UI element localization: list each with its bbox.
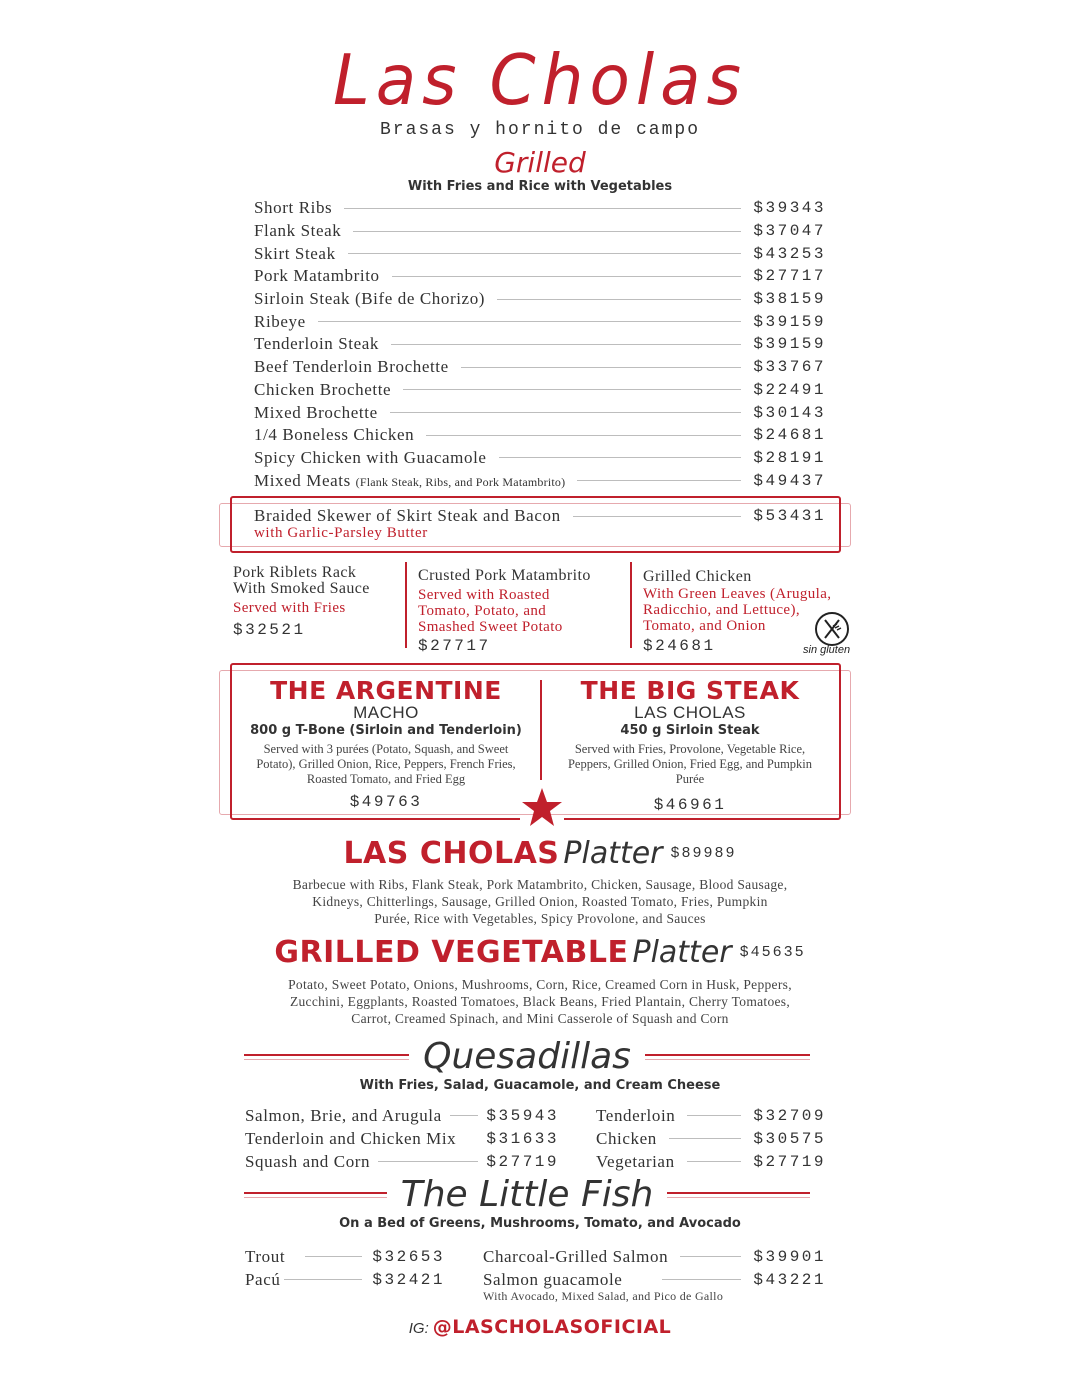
item-desc: Served with Fries — [233, 600, 346, 616]
menu-item — [254, 447, 826, 470]
menu-column-crusted-pork — [418, 568, 628, 654]
section-subtitle-grilled: With Fries and Rice with Vegetables — [407, 179, 673, 194]
section-subtitle: With Fries, Salad, Guacamole, and Cream Cheese — [359, 1078, 721, 1093]
leader-line — [687, 1161, 742, 1162]
item-price: $32421 — [372, 1270, 445, 1289]
item-name: Chicken — [596, 1128, 657, 1148]
special-price: $49763 — [349, 793, 423, 811]
menu-item — [254, 310, 826, 333]
leader-line — [348, 253, 742, 254]
specials-divider — [540, 680, 542, 780]
wheat-crossed-icon — [819, 616, 845, 642]
item-price: $38159 — [753, 290, 826, 309]
special-desc — [234, 742, 538, 787]
decorative-rule — [244, 1192, 387, 1198]
item-name: Vegetarian — [596, 1151, 675, 1171]
leader-line — [573, 516, 742, 517]
star-icon — [520, 786, 564, 830]
item-price: $30143 — [753, 403, 826, 422]
special-subtitle: LAS CHOLAS — [634, 703, 746, 722]
item-price: $32521 — [233, 621, 306, 639]
special-title: THE BIG STEAK — [580, 676, 800, 705]
item-price: $30575 — [753, 1129, 826, 1148]
gluten-free-icon — [815, 612, 849, 646]
item-price: $53431 — [753, 507, 826, 525]
item-price: $22491 — [753, 380, 826, 399]
item-name: Tenderloin — [596, 1105, 676, 1125]
item-price: $27719 — [486, 1152, 559, 1171]
tagline: Brasas y hornito de campo — [379, 120, 701, 140]
item-price: $37047 — [753, 222, 826, 241]
item-name: Ribeye — [254, 311, 306, 331]
menu-item — [245, 1268, 445, 1291]
item-name: Crusted Pork Matambrito — [418, 567, 591, 584]
leader-line — [305, 1256, 362, 1257]
section-title: Quesadillas — [423, 1036, 631, 1077]
item-name: Mixed Brochette — [254, 402, 378, 422]
section-header-quesadillas — [244, 1036, 810, 1077]
quesadillas-list-right — [596, 1104, 826, 1173]
special-subtitle: MACHO — [353, 703, 419, 722]
desc-line: Potato, Sweet Potato, Onions, Mushrooms, Corn, Rice, Creamed Corn in Husk, Peppers, — [288, 977, 792, 992]
item-name: Tenderloin and Chicken Mix — [245, 1128, 457, 1148]
leader-line — [450, 1115, 479, 1116]
menu-item — [254, 288, 826, 311]
leader-line — [464, 1138, 478, 1139]
item-name: Spicy Chicken with Guacamole — [254, 447, 487, 467]
item-price: $39159 — [753, 335, 826, 354]
leader-line — [577, 480, 741, 481]
item-price: $49437 — [753, 471, 826, 490]
item-name: 1/4 Boneless Chicken — [254, 425, 415, 445]
restaurant-logo: Las Cholas — [332, 40, 748, 121]
item-price: $39159 — [753, 312, 826, 331]
leader-line — [392, 276, 742, 277]
item-name — [254, 471, 565, 491]
menu-item — [483, 1245, 826, 1268]
item-name: Pacú — [245, 1269, 281, 1289]
grilled-menu-list — [254, 197, 826, 492]
desc-line: Potato), Grilled Onion, Rice, Peppers, French Fries, — [256, 757, 516, 771]
leader-line — [687, 1115, 741, 1116]
menu-item — [245, 1150, 559, 1173]
item-price: $39343 — [753, 199, 826, 218]
leader-line — [378, 1161, 478, 1162]
section-title-grilled: Grilled — [494, 146, 586, 179]
item-name: Pork Riblets Rack — [233, 564, 357, 581]
section-header-little-fish — [244, 1174, 810, 1215]
special-weight: 800 g T-Bone (Sirloin and Tenderloin) — [250, 723, 522, 738]
platter-price: $45635 — [739, 944, 806, 961]
column-divider — [405, 562, 407, 648]
item-desc: Radicchio, and Lettuce), — [643, 602, 801, 618]
menu-item — [596, 1104, 826, 1127]
leader-line — [353, 231, 741, 232]
menu-item — [245, 1245, 445, 1268]
item-name: Trout — [245, 1246, 286, 1266]
desc-line: Peppers, Grilled Onion, Fried Egg, and Pumpkin — [567, 757, 813, 771]
item-name: Chicken Brochette — [254, 379, 392, 399]
platter-desc — [0, 976, 1080, 1027]
leader-line — [403, 389, 741, 390]
leader-line — [318, 321, 742, 322]
desc-line: Carrot, Creamed Spinach, and Mini Casserole of Squash and Corn — [351, 1011, 729, 1026]
item-price: $43221 — [753, 1270, 826, 1289]
menu-item — [483, 1268, 826, 1291]
instagram-footer — [0, 1316, 1080, 1338]
item-price: $43253 — [753, 244, 826, 263]
item-name: Salmon guacamole — [483, 1269, 623, 1289]
menu-item — [254, 401, 826, 424]
platter-price: $89989 — [670, 845, 737, 862]
item-price: $27717 — [418, 637, 491, 655]
menu-item — [245, 1104, 559, 1127]
platter-las-cholas — [0, 836, 1080, 871]
item-price: $31633 — [486, 1129, 559, 1148]
leader-line — [390, 412, 742, 413]
platter-desc — [0, 876, 1080, 927]
item-desc: Tomato, and Onion — [643, 618, 766, 634]
decorative-rule — [244, 1054, 409, 1060]
menu-item — [254, 197, 826, 220]
menu-item — [254, 356, 826, 379]
desc-line: Purée — [675, 772, 705, 786]
special-weight: 450 g Sirloin Steak — [620, 723, 760, 738]
menu-item — [254, 333, 826, 356]
menu-item — [254, 379, 826, 402]
item-name: Beef Tenderloin Brochette — [254, 357, 449, 377]
leader-line — [680, 1256, 741, 1257]
platter-title: LAS CHOLAS — [343, 836, 560, 871]
item-price: $24681 — [643, 637, 716, 655]
leader-line — [499, 457, 742, 458]
fish-list-right — [483, 1245, 826, 1304]
desc-line: Served with 3 purées (Potato, Squash, and Sweet — [263, 742, 509, 756]
item-price: $27717 — [753, 267, 826, 286]
section-subtitle: On a Bed of Greens, Mushrooms, Tomato, and Avocado — [339, 1216, 741, 1231]
item-price: $32709 — [753, 1106, 826, 1125]
menu-item — [596, 1150, 826, 1173]
leader-line — [662, 1279, 741, 1280]
column-divider — [630, 562, 632, 648]
leader-line — [284, 1279, 362, 1280]
section-title: The Little Fish — [400, 1174, 654, 1215]
item-note: (Flank Steak, Ribs, and Pork Matambrito) — [355, 474, 566, 489]
desc-line: Roasted Tomato, and Fried Egg — [306, 772, 466, 786]
item-name: Sirloin Steak (Bife de Chorizo) — [254, 289, 486, 309]
item-name: Flank Steak — [254, 221, 342, 241]
item-price: $39901 — [753, 1247, 826, 1266]
ig-handle-link[interactable]: @LASCHOLASOFICIAL — [432, 1316, 672, 1338]
leader-line — [669, 1138, 742, 1139]
item-name: Squash and Corn — [245, 1151, 371, 1171]
item-name: Skirt Steak — [254, 243, 336, 263]
item-desc: Served with Roasted — [418, 587, 550, 603]
platter-title: GRILLED VEGETABLE — [274, 935, 629, 970]
menu-item — [245, 1127, 559, 1150]
item-name: Pork Matambrito — [254, 266, 380, 286]
item-price: $27719 — [753, 1152, 826, 1171]
special-title: THE ARGENTINE — [270, 676, 502, 705]
featured-item-subtitle: with Garlic-Parsley Butter — [254, 525, 428, 541]
desc-line: Served with Fries, Provolone, Vegetable Rice, — [574, 742, 806, 756]
desc-line: Kidneys, Chitterlings, Sausage, Grilled Onion, Roasted Tomato, Fries, Pumpkin — [312, 894, 768, 909]
item-name: Braided Skewer of Skirt Steak and Bacon — [254, 506, 561, 525]
fish-list-left — [245, 1245, 445, 1291]
special-the-argentine — [234, 676, 538, 811]
item-name: Tenderloin Steak — [254, 334, 380, 354]
item-price: $35943 — [486, 1106, 559, 1125]
leader-line — [391, 344, 741, 345]
platter-script: Platter — [632, 935, 732, 970]
leader-line — [461, 367, 742, 368]
menu-item — [254, 265, 826, 288]
decorative-rule — [667, 1192, 810, 1198]
ig-label: IG: — [408, 1320, 429, 1337]
menu-item — [254, 469, 826, 492]
item-price: $24681 — [753, 426, 826, 445]
item-desc: Tomato, Potato, and — [418, 603, 547, 619]
item-price: $32653 — [372, 1247, 445, 1266]
item-price: $33767 — [753, 358, 826, 377]
item-name: Charcoal-Grilled Salmon — [483, 1246, 669, 1266]
item-desc: With Green Leaves (Arugula, — [643, 586, 832, 602]
platter-script: Platter — [563, 836, 663, 871]
featured-item — [254, 506, 826, 526]
item-desc: Smashed Sweet Potato — [418, 619, 563, 635]
gluten-free-label: sin gluten — [803, 644, 851, 656]
menu-item — [254, 220, 826, 243]
leader-line — [344, 208, 741, 209]
special-desc — [544, 742, 836, 787]
leader-line — [426, 435, 741, 436]
menu-item — [596, 1127, 826, 1150]
menu-column-pork-riblets — [233, 565, 403, 638]
desc-line: Barbecue with Ribs, Flank Steak, Pork Matambrito, Chicken, Sausage, Blood Sausage, — [292, 877, 788, 892]
special-price: $46961 — [653, 796, 727, 814]
menu-item — [254, 424, 826, 447]
item-name-main: Mixed Meats — [254, 470, 351, 490]
decorative-rule — [645, 1054, 810, 1060]
item-name: Grilled Chicken — [643, 568, 752, 585]
item-name: Short Ribs — [254, 198, 333, 218]
leader-line — [497, 299, 741, 300]
item-note: With Avocado, Mixed Salad, and Pico de Gallo — [483, 1289, 724, 1303]
item-name: Salmon, Brie, and Arugula — [245, 1105, 442, 1125]
item-name-line2: With Smoked Sauce — [233, 580, 370, 597]
desc-line: Purée, Rice with Vegetables, Spicy Provolone, and Sauces — [374, 911, 706, 926]
quesadillas-list-left — [245, 1104, 559, 1173]
desc-line: Zucchini, Eggplants, Roasted Tomatoes, Black Beans, Fried Plantain, Cherry Tomatoes, — [289, 994, 791, 1009]
special-the-big-steak — [544, 676, 836, 814]
platter-grilled-vegetable — [0, 935, 1080, 970]
menu-item — [254, 242, 826, 265]
item-price: $28191 — [753, 448, 826, 467]
